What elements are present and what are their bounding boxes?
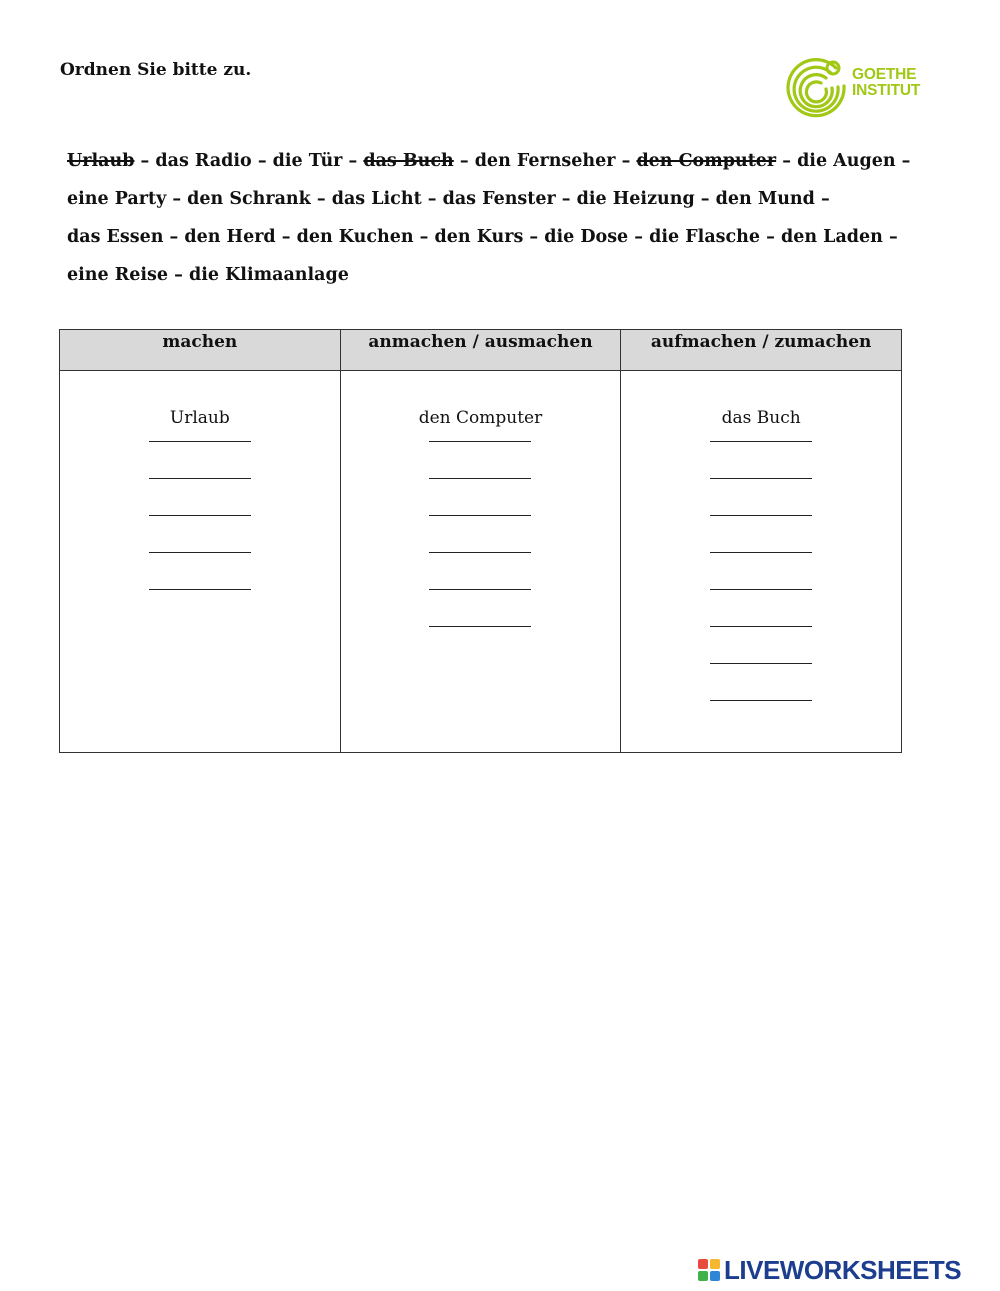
answer-blank[interactable] xyxy=(149,475,251,512)
answer-blank[interactable] xyxy=(429,623,531,660)
word-bank-line xyxy=(67,142,947,180)
liveworksheets-wordmark: LIVEWORKSHEETS xyxy=(724,1255,962,1285)
answer-blank[interactable] xyxy=(429,475,531,512)
liveworksheets-logo-icon xyxy=(698,1259,720,1281)
logo-line-2: INSTITUT xyxy=(852,82,921,99)
word-bank-text: das Essen – den Herd – den Kuchen – den Kurs – die Dose – die Flasche – den Laden – xyxy=(67,227,898,247)
answer-blank[interactable] xyxy=(710,660,812,697)
logo-line-1: GOETHE xyxy=(852,66,917,83)
column-cell xyxy=(621,371,902,753)
goethe-institut-logo xyxy=(786,56,921,120)
answer-blank[interactable] xyxy=(149,438,251,475)
answer-blank[interactable] xyxy=(429,438,531,475)
answer-blank[interactable] xyxy=(710,623,812,660)
answer-blank[interactable] xyxy=(710,475,812,512)
word-bank-line xyxy=(67,256,947,294)
answer-blank[interactable] xyxy=(429,549,531,586)
example-answer: das Buch xyxy=(721,408,801,428)
struck-word: Urlaub xyxy=(67,151,135,171)
answer-blank[interactable] xyxy=(710,438,812,475)
example-answer: den Computer xyxy=(418,408,543,428)
struck-word: das Buch xyxy=(363,151,454,171)
table-body-row xyxy=(60,371,902,753)
word-bank-text: – das Radio – die Tür – xyxy=(134,151,364,171)
word-bank xyxy=(67,142,947,294)
answer-blank[interactable] xyxy=(710,586,812,623)
table-header-row xyxy=(60,330,902,371)
column-header: aufmachen / zumachen xyxy=(621,330,902,371)
answer-blank[interactable] xyxy=(149,549,251,586)
word-bank-text: eine Party – den Schrank – das Licht – das Fenster – die Heizung – den Mund – xyxy=(67,189,830,209)
answer-blank[interactable] xyxy=(710,512,812,549)
answer-blank[interactable] xyxy=(429,586,531,623)
column-cell xyxy=(60,371,341,753)
sorting-table xyxy=(59,329,902,753)
word-bank-text: – die Augen – xyxy=(776,151,911,171)
word-bank-text: – den Fernseher – xyxy=(453,151,637,171)
liveworksheets-brand xyxy=(698,1254,994,1284)
answer-blank[interactable] xyxy=(149,586,251,623)
struck-word: den Computer xyxy=(636,151,777,171)
answer-blank[interactable] xyxy=(149,512,251,549)
answer-blank[interactable] xyxy=(710,549,812,586)
word-bank-line xyxy=(67,180,947,218)
column-header: anmachen / ausmachen xyxy=(340,330,621,371)
answer-blank[interactable] xyxy=(710,697,812,734)
column-header: machen xyxy=(60,330,341,371)
goethe-logo-text xyxy=(852,67,920,99)
goethe-spiral-icon xyxy=(786,56,848,118)
word-bank-text: eine Reise – die Klimaanlage xyxy=(67,265,349,285)
instruction-heading: Ordnen Sie bitte zu. xyxy=(60,60,252,80)
column-cell xyxy=(340,371,621,753)
example-answer: Urlaub xyxy=(169,408,230,428)
answer-blank[interactable] xyxy=(429,512,531,549)
word-bank-line xyxy=(67,218,947,256)
